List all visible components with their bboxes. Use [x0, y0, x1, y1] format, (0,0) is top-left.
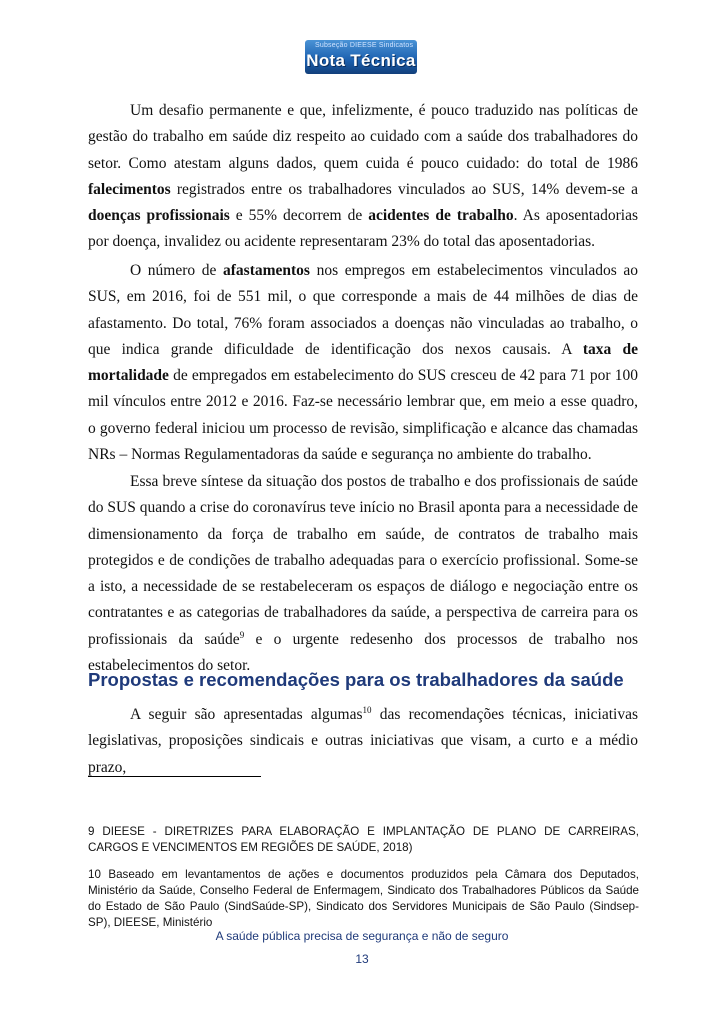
footnote-ref-9[interactable]: 9 — [239, 629, 245, 640]
footnote-9: 9 DIEESE - DIRETRIZES PARA ELABORAÇÃO E IMPLANTAÇÃO DE PLANO DE CARREIRAS, CARGOS E VENCIMENTOS EM REGIÕES DE SAÚDE, 2018) — [88, 825, 639, 854]
paragraph-3: Essa breve síntese da situação dos postos de trabalho e dos profissionais de saúde do SUS quando a crise do coronavírus teve início no Brasil aponta para a necessidade de dimensionamento da força de trabalho em saúde, de contratos de trabalho mais protegidos e de condições de trabalho adequadas para o exercício profissional. Some-se a isto, a necessidade de se restabeleceram os espaços de diálogo e negociação entre os contratantes e as categorias de trabalhadores da saúde, a perspectiva de carreira para os profissionais da saúde$^9$ e o urgente redesenho dos processos de trabalho nos estabelecimentos do setor. — [88, 473, 639, 675]
footnote-ref-10[interactable]: 10 — [362, 704, 372, 715]
paragraph-4: A seguir são apresentadas algumas$^{10}$ das recomendações técnicas, iniciativas legislativas, proposições sindicais e outras iniciativas que visam, a curto e a médio prazo, — [88, 704, 638, 776]
paragraph-2: O número de afastamentos nos empregos em estabelecimentos vinculados ao SUS, em 2016, foi de 551 mil, o que corresponde a mais de 44 milhões de dias de afastamento. Do total, 76% foram associados a doenças não vinculadas ao trabalho, o que indica grande dificuldade de identificação dos nexos causais. A taxa de mortalidade de empregados em estabelecimento do SUS cresceu de 42 para 71 por 100 mil vínculos entre 2012 e 2016. Faz-se necessário lembrar que, em meio a esse quadro, o governo federal iniciou um processo de revisão, simplificação e alcance das chamadas NRs – Normas Regulamentadoras da saúde e segurança no ambiente do trabalho. — [88, 262, 638, 464]
footnote-10: 10 Baseado em levantamentos de ações e documentos produzidos pela Câmara dos Deputados, Ministério da Saúde, Conselho Federal de Enfermagem, Sindicato dos Trabalhadores Públicos da Saúde do Estado de São Paulo (SindSaúde-SP), Sindicato dos Servidores Municipais de São Paulo (Sindsep-SP), DIEESE, Ministério — [88, 868, 639, 929]
bold-afastamentos: afastamentos — [223, 262, 310, 279]
paragraph-1: Um desafio permanente e que, infelizmente, é pouco traduzido nas políticas de gestão do trabalho em saúde diz respeito ao cuidado com a saúde dos trabalhadores do setor. Como atestam alguns dados, quem cuida é pouco cuidado: do total de 1986 falecimentos registrados entre os trabalhadores vinculados ao SUS, 14% devem-se a doenças profissionais e 55% decorrem de acidentes de trabalho. As aposentadorias por doença, invalidez ou acidente representaram 23% do total das aposentadorias. — [88, 102, 638, 251]
page-number: 13 — [355, 952, 369, 966]
bold-acidentes-trabalho: acidentes de trabalho — [368, 207, 514, 225]
bold-falecimentos: falecimentos — [88, 180, 171, 198]
footnote-separator — [88, 776, 261, 777]
logo-title: Nota Técnica — [306, 51, 416, 70]
section-heading: Propostas e recomendações para os trabalhadores da saúde — [88, 669, 624, 690]
footer-tagline: A saúde pública precisa de segurança e não de seguro — [215, 929, 509, 943]
logo-subtitle: Subseção DIEESE Sindicatos — [315, 42, 414, 49]
bold-doencas-profissionais: doenças profissionais — [88, 207, 230, 225]
nota-tecnica-logo — [305, 40, 417, 74]
bold-taxa-mortalidade: taxa de mortalidade — [88, 340, 638, 385]
